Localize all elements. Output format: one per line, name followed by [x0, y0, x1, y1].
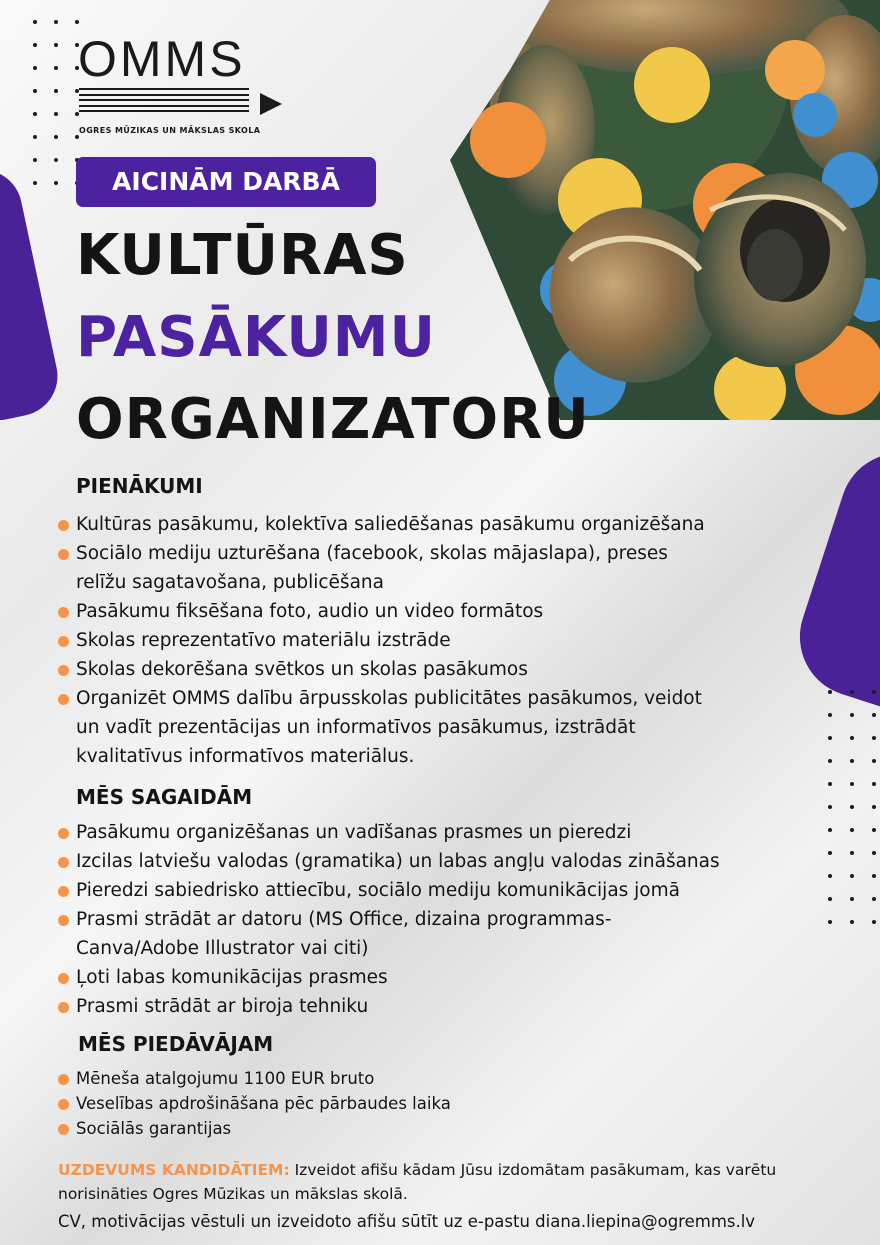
task-label: UZDEVUMS KANDIDĀTIEM:	[58, 1161, 290, 1179]
dot	[33, 112, 37, 116]
dot	[54, 112, 58, 116]
task-text-line-2: norisināties Ogres Mūzikas un mākslas skolā.	[58, 1185, 408, 1203]
dot	[850, 713, 854, 717]
dot	[33, 89, 37, 93]
logo-lines	[79, 88, 249, 116]
dot	[54, 135, 58, 139]
dot	[872, 851, 876, 855]
artwork-image	[450, 0, 880, 420]
offer-heading: MĒS PIEDĀVĀJAM	[78, 1032, 274, 1056]
dot	[54, 20, 58, 24]
dot	[850, 736, 854, 740]
dot	[850, 920, 854, 924]
title-line-2: PASĀKUMU	[76, 305, 436, 370]
list-item	[58, 992, 720, 1021]
list-item-line: Skolas dekorēšana svētkos un skolas pasākumos	[76, 659, 528, 680]
contact-line: CV, motivācijas vēstuli un izveidoto afišu sūtīt uz e-pastu diana.liepina@ogremms.lv	[58, 1212, 756, 1231]
dot	[828, 713, 832, 717]
list-item-line: un vadīt prezentācijas un informatīvos pasākumus, izstrādāt	[76, 717, 636, 738]
dot	[872, 759, 876, 763]
task-text-line-1: Izveidot afišu kādam Jūsu izdomātam pasākumam, kas varētu	[294, 1161, 777, 1179]
dot	[828, 874, 832, 878]
dot	[872, 805, 876, 809]
dot	[828, 690, 832, 694]
dot	[850, 851, 854, 855]
task-block	[58, 1158, 776, 1206]
dot	[850, 759, 854, 763]
dot	[872, 828, 876, 832]
list-item-line: Organizēt OMMS dalību ārpusskolas publicitātes pasākumos, veidot	[76, 688, 702, 709]
dot	[33, 66, 37, 70]
dot	[872, 690, 876, 694]
dot	[33, 20, 37, 24]
dot	[54, 43, 58, 47]
list-item	[58, 876, 720, 905]
list-item	[58, 818, 720, 847]
dot	[54, 66, 58, 70]
dot	[850, 782, 854, 786]
dot	[872, 736, 876, 740]
list-item-line: Prasmi strādāt ar datoru (MS Office, dizaina programmas-	[76, 909, 612, 930]
dot	[872, 874, 876, 878]
list-item-line: Pasākumu fiksēšana foto, audio un video formātos	[76, 601, 544, 622]
dot	[850, 874, 854, 878]
dot	[33, 43, 37, 47]
dot	[54, 181, 58, 185]
dot	[33, 135, 37, 139]
list-item	[58, 626, 705, 655]
dot	[828, 736, 832, 740]
dot	[54, 89, 58, 93]
title-line-3: ORGANIZATORU	[76, 387, 590, 452]
dot	[828, 851, 832, 855]
list-item-line: Canva/Adobe Illustrator vai citi)	[76, 938, 369, 959]
list-item-line: Pieredzi sabiedrisko attiecību, sociālo mediju komunikācijas jomā	[76, 880, 680, 901]
dot	[54, 158, 58, 162]
expect-list	[58, 818, 720, 1021]
dot	[850, 828, 854, 832]
title-line-1: KULTŪRAS	[76, 223, 409, 288]
list-item	[58, 847, 720, 876]
dot	[75, 20, 79, 24]
list-item	[58, 539, 705, 597]
list-item	[58, 963, 720, 992]
list-item	[58, 655, 705, 684]
offer-list	[58, 1066, 451, 1141]
list-item	[58, 510, 705, 539]
dot	[872, 782, 876, 786]
dot	[33, 158, 37, 162]
logo-subtitle: OGRES MŪZIKAS UN MĀKSLAS SKOLA	[79, 126, 261, 135]
dot	[872, 920, 876, 924]
list-item: Veselības apdrošināšana pēc pārbaudes laika	[58, 1091, 451, 1116]
list-item	[58, 905, 720, 963]
list-item-line: Kultūras pasākumu, kolektīva saliedēšanas pasākumu organizēšana	[76, 514, 705, 535]
list-item	[58, 684, 705, 771]
list-item-line: Izcilas latviešu valodas (gramatika) un labas angļu valodas zināšanas	[76, 851, 720, 872]
dot	[872, 897, 876, 901]
list-item-line: relīžu sagatavošana, publicēšana	[76, 572, 384, 593]
dot	[75, 135, 79, 139]
list-item-line: Sociālo mediju uzturēšana (facebook, skolas mājaslapa), preses	[76, 543, 668, 564]
list-item-line: Prasmi strādāt ar biroja tehniku	[76, 996, 369, 1017]
list-item: Sociālās garantijas	[58, 1116, 451, 1141]
list-item-line: kvalitatīvus informatīvos materiālus.	[76, 746, 415, 767]
dot-pattern-right	[828, 690, 876, 924]
logo-wordmark: OMMS	[78, 31, 246, 87]
list-item-line: Pasākumu organizēšanas un vadīšanas prasmes un pieredzi	[76, 822, 632, 843]
list-item	[58, 597, 705, 626]
dot	[828, 759, 832, 763]
list-item: Mēneša atalgojumu 1100 EUR bruto	[58, 1066, 451, 1091]
play-icon	[258, 91, 284, 117]
dot	[828, 920, 832, 924]
duties-list	[58, 510, 705, 771]
dot	[850, 690, 854, 694]
dot	[850, 897, 854, 901]
dot	[828, 782, 832, 786]
duties-heading: PIENĀKUMI	[76, 474, 203, 498]
dot	[828, 805, 832, 809]
hiring-badge: AICINĀM DARBĀ	[76, 157, 376, 207]
dot	[872, 713, 876, 717]
expect-heading: MĒS SAGAIDĀM	[76, 785, 253, 809]
dot	[850, 805, 854, 809]
left-purple-shape	[0, 162, 65, 427]
dot	[33, 181, 37, 185]
right-purple-shape	[784, 438, 880, 713]
dot	[828, 897, 832, 901]
list-item-line: Skolas reprezentatīvo materiālu izstrāde	[76, 630, 451, 651]
dot	[828, 828, 832, 832]
dot-pattern-top-left	[33, 20, 79, 185]
list-item-line: Ļoti labas komunikācijas prasmes	[76, 967, 388, 988]
